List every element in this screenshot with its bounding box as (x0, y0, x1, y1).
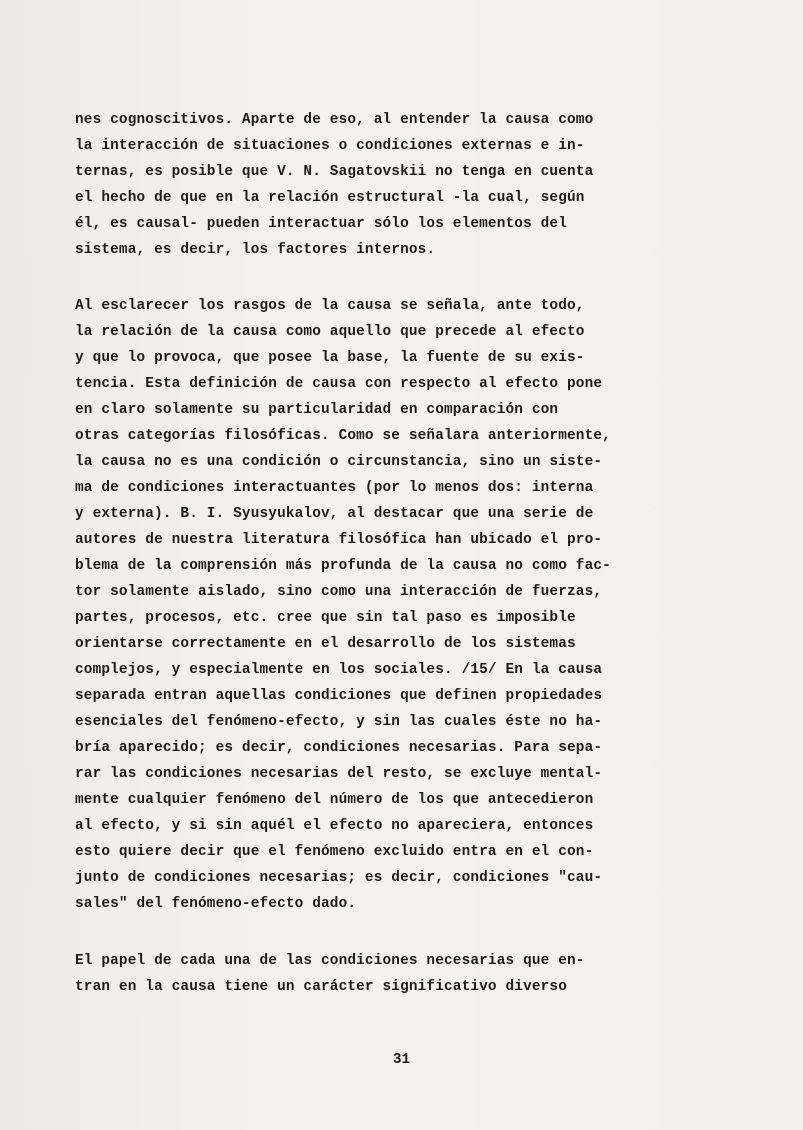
text-line: y que lo provoca, que posee la base, la fuente de su exis- (75, 350, 585, 366)
text-line: autores de nuestra literatura filosófica han ubicado el pro- (75, 532, 603, 548)
text-line: nes cognoscitivos. Aparte de eso, al entender la causa como (75, 112, 594, 128)
text-line: bría aparecido; es decir, condiciones necesarias. Para sepa- (75, 740, 603, 756)
text-line: sales" del fenómeno-efecto dado. (75, 896, 357, 912)
text-line: esto quiere decir que el fenómeno excluido entra en el con- (75, 844, 594, 860)
text-line: otras categorías filosóficas. Como se señalara anteriormente, (75, 428, 611, 444)
text-line: él, es causal- pueden interactuar sólo los elementos del (75, 216, 568, 232)
text-line: al efecto, y si sin aquél el efecto no apareciera, entonces (75, 818, 594, 834)
text-line: mente cualquier fenómeno del número de los que antecedieron (75, 792, 594, 808)
text-line: sistema, es decir, los factores internos. (75, 242, 436, 258)
text-line: la interacción de situaciones o condiciones externas e in- (75, 138, 585, 154)
text-line: esenciales del fenómeno-efecto, y sin las cuales éste no ha- (75, 714, 603, 730)
text-line: complejos, y especialmente en los sociales. /15/ En la causa (75, 662, 603, 678)
text-line: tencia. Esta definición de causa con respecto al efecto pone (75, 376, 603, 392)
text-line: la relación de la causa como aquello que precede al efecto (75, 324, 585, 340)
text-line: El papel de cada una de las condiciones necesarias que en- (75, 953, 585, 969)
text-line: partes, procesos, etc. cree que sin tal paso es imposible (75, 610, 576, 626)
text-line: rar las condiciones necesarias del resto, se excluye mental- (75, 766, 603, 782)
text-line: en claro solamente su particularidad en comparación con (75, 402, 559, 418)
text-line: blema de la comprensión más profunda de la causa no como fac- (75, 558, 611, 574)
text-line: el hecho de que en la relación estructural -la cual, según (75, 190, 585, 206)
text-line: junto de condiciones necesarias; es decir, condiciones "cau- (75, 870, 603, 886)
text-line: Al esclarecer los rasgos de la causa se señala, ante todo, (75, 298, 585, 314)
text-line: ternas, es posible que V. N. Sagatovskii no tenga en cuenta (75, 164, 594, 180)
text-line: la causa no es una condición o circunstancia, sino un siste- (75, 454, 603, 470)
text-line: y externa). B. I. Syusyukalov, al destacar que una serie de (75, 506, 594, 522)
text-line: orientarse correctamente en el desarrollo de los sistemas (75, 636, 576, 652)
text-line: tor solamente aislado, sino como una interacción de fuerzas, (75, 584, 603, 600)
text-line: tran en la causa tiene un carácter significativo diverso (75, 979, 568, 995)
text-line: separada entran aquellas condiciones que definen propiedades (75, 688, 603, 704)
text-line: ma de condiciones interactuantes (por lo menos dos: interna (75, 480, 594, 496)
page-number: 31 (392, 1052, 411, 1068)
